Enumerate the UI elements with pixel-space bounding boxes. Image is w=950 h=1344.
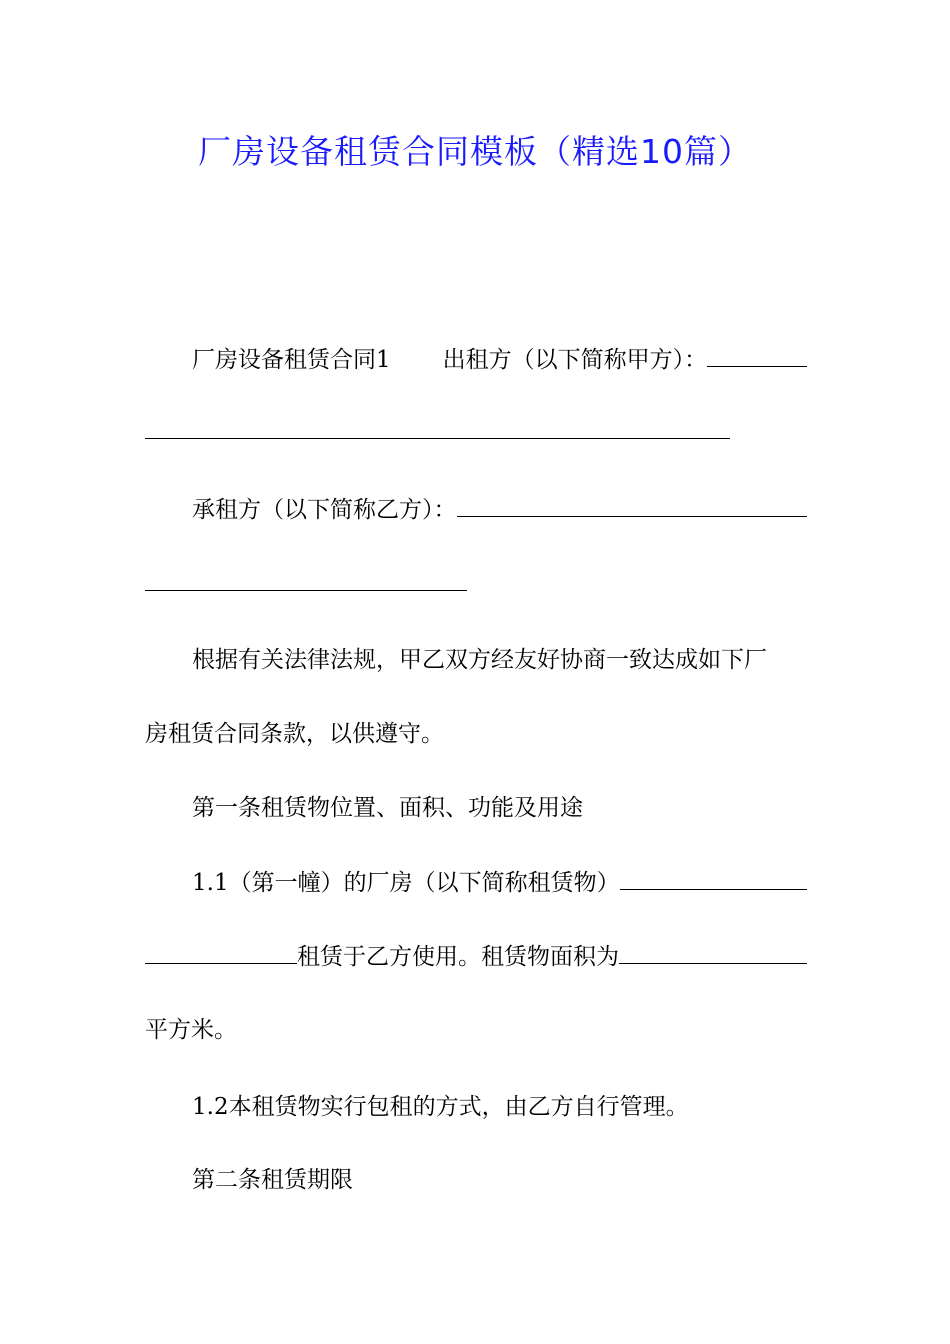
document-title: 厂房设备租赁合同模板（精选10篇） [198, 132, 752, 171]
lessee-label: 承租方（以下简称乙方）： [192, 497, 457, 523]
clause-1-1-text-a: 1.1（第一幢）的厂房（以下简称租赁物） [192, 870, 620, 896]
lessee-blank-continued [145, 566, 467, 591]
lessor-label: 出租方（以下简称甲方）： [442, 347, 708, 373]
article1-title: 第一条租赁物位置、面积、功能及用途 [192, 795, 583, 821]
lessor-line [192, 342, 807, 377]
lessor-blank [707, 342, 807, 367]
lessee-blank-continued-line [145, 566, 807, 601]
lessor-blank-continued [145, 414, 730, 439]
clause-1-1-text-b: 租赁于乙方使用。租赁物面积为 [297, 944, 619, 970]
premises-location-blank [620, 865, 807, 890]
clause-1-1-line3: 平方米。 [145, 1017, 237, 1043]
article2-title: 第二条租赁期限 [192, 1167, 353, 1193]
intro-paragraph-line2: 房租赁合同条款，以供遵守。 [145, 721, 444, 747]
clause-1-2: 1.2本租赁物实行包租的方式，由乙方自行管理。 [192, 1094, 689, 1120]
clause-1-1-line2 [145, 939, 807, 974]
intro-paragraph-line1: 根据有关法律法规，甲乙双方经友好协商一致达成如下厂 [192, 647, 767, 673]
lessor-blank-continued-line [145, 414, 807, 449]
contract-heading: 厂房设备租赁合同1 [192, 347, 391, 373]
area-blank [619, 939, 807, 964]
premises-location-blank-continued [145, 939, 297, 964]
lessee-blank [457, 492, 808, 517]
lessee-line [192, 492, 807, 527]
clause-1-1-line1 [192, 865, 807, 900]
